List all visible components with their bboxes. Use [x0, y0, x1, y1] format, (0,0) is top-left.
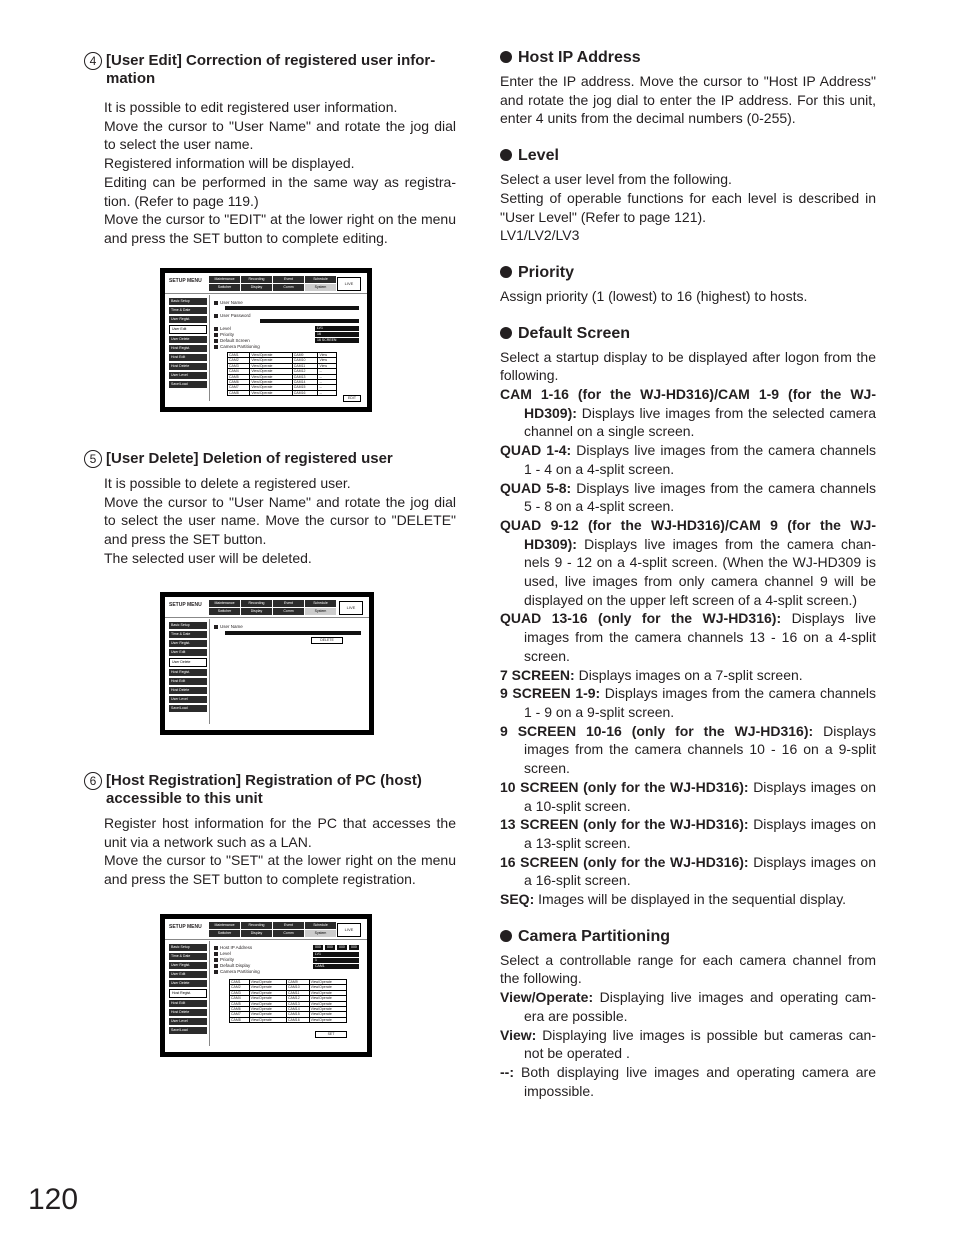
definition-term: SEQ:	[500, 891, 535, 908]
ip-octet-4[interactable]: 000	[349, 945, 359, 950]
camera-partition-table	[229, 979, 347, 1023]
tab-system[interactable]: System	[305, 930, 336, 937]
paragraph: Registered information will be displayed.	[104, 155, 355, 172]
section-number-5: 5	[84, 450, 102, 468]
camera-partitioning-heading	[500, 927, 876, 947]
user-name-label: User Name	[214, 624, 243, 629]
definition-item	[500, 666, 876, 685]
menu-item-user-regist[interactable]: User Regist.	[169, 962, 207, 969]
definition-term: QUAD 9-12 (for the WJ-HD316)/CAM 9 (for the WJ-HD309):	[500, 516, 876, 552]
setup-menu-screen	[165, 597, 369, 730]
section-4-heading	[84, 52, 456, 88]
definition-item	[500, 1063, 876, 1100]
camera-cell: CAM16	[292, 390, 318, 395]
definition-term: 9 SCREEN 1-9:	[500, 685, 601, 702]
host-regist-screenshot	[160, 914, 372, 1057]
setup-menu-screen	[165, 919, 367, 1052]
menu-item-time-date[interactable]: Time & Date	[169, 953, 207, 960]
setup-menu-label: SETUP MENU	[169, 924, 202, 930]
camera-cell: CAM15	[286, 1012, 309, 1017]
definition-item	[500, 815, 876, 852]
setup-menu-screen	[165, 273, 367, 407]
camera-cell: CAM5	[230, 1001, 250, 1006]
partition-cell[interactable]: View/Operate	[249, 1007, 286, 1012]
camera-cell: CAM15	[292, 385, 318, 390]
camera-cell: CAM14	[286, 1007, 309, 1012]
camera-partitioning-label: Camera Partitioning	[214, 344, 260, 349]
menu-item-basic-setup[interactable]: Basic Setup	[169, 622, 207, 629]
partition-cell[interactable]: View/Operate	[309, 1007, 346, 1012]
tab-switcher[interactable]: Switcher	[209, 284, 240, 291]
tab-switcher[interactable]: Switcher	[209, 930, 240, 937]
partition-cell[interactable]: View	[318, 363, 337, 368]
definition-item	[500, 1026, 876, 1063]
menu-item-user-edit[interactable]: User Edit	[169, 649, 207, 656]
definition-term: QUAD 1-4:	[500, 442, 572, 459]
priority-value[interactable]: 1	[313, 958, 359, 963]
level-text: Setting of operable functions for each level is described in "User Level" (Refer to page 121).	[500, 189, 876, 225]
left-column	[84, 52, 456, 248]
camera-partitioning-intro: Select a controllable range for each camera channel from the following.	[500, 951, 876, 987]
section-6-title: [Host Registration] Registration of PC (host) accessible to this unit	[106, 772, 422, 807]
ip-octet-2[interactable]: 000	[325, 945, 335, 950]
tab-recording[interactable]: Recording	[241, 276, 272, 283]
menu-item-host-delete[interactable]: Host Delete	[169, 363, 207, 370]
camera-cell: CAM6	[228, 380, 250, 385]
menu-item-host-delete[interactable]: Host Delete	[169, 687, 207, 694]
tab-system[interactable]: System	[305, 284, 336, 291]
default-display-label: Default Display	[214, 963, 250, 968]
divider	[165, 293, 367, 294]
default-screen-intro: Select a startup display to be displayed after logon from the following.	[500, 348, 876, 384]
menu-tabs	[209, 922, 336, 937]
divider	[209, 941, 210, 1046]
menu-item-user-delete[interactable]: User Delete	[169, 658, 207, 667]
camera-partitioning-label: Camera Partitioning	[214, 969, 260, 974]
delete-button[interactable]: DELETE	[311, 637, 343, 644]
section-6-heading	[84, 772, 456, 808]
tab-schedule[interactable]: Schedule	[305, 922, 336, 929]
camera-cell: CAM12	[286, 996, 309, 1001]
live-button[interactable]: LIVE	[339, 601, 363, 615]
tab-display[interactable]: Display	[241, 284, 272, 291]
tab-comm[interactable]: Comm	[273, 930, 304, 937]
menu-item-user-regist[interactable]: User Regist.	[169, 316, 207, 323]
partition-cell[interactable]: View/Operate	[249, 990, 286, 995]
definition-desc: Displays images on a 7-split screen.	[574, 666, 803, 683]
bullet-icon	[500, 327, 512, 339]
definition-term: View:	[500, 1026, 537, 1043]
tab-event[interactable]: Event	[273, 922, 304, 929]
tab-schedule[interactable]: Schedule	[305, 600, 336, 607]
side-menu	[169, 944, 207, 1036]
camera-cell: CAM8	[230, 1017, 250, 1022]
camera-cell: CAM13	[286, 1001, 309, 1006]
camera-cell: CAM11	[292, 363, 318, 368]
partition-cell[interactable]: View/Operate	[250, 385, 292, 390]
camera-cell: CAM6	[230, 1007, 250, 1012]
default-screen-title: Default Screen	[518, 324, 631, 342]
menu-item-basic-setup[interactable]: Basic Setup	[169, 298, 207, 305]
page-number: 120	[28, 1183, 79, 1216]
menu-item-user-edit[interactable]: User Edit	[169, 971, 207, 978]
default-screen-label: Default Screen	[214, 338, 250, 343]
definition-item	[500, 516, 876, 610]
menu-tabs	[209, 600, 336, 615]
level-text: LV1/LV2/LV3	[500, 227, 580, 244]
menu-item-time-date[interactable]: Time & Date	[169, 307, 207, 314]
camera-cell: CAM1	[230, 980, 250, 985]
bullet-icon	[500, 930, 512, 942]
section-5-body	[104, 474, 456, 568]
divider	[165, 939, 367, 940]
partition-cell[interactable]: View/Operate	[249, 980, 286, 985]
menu-item-host-delete[interactable]: Host Delete	[169, 1009, 207, 1016]
camera-cell: CAM8	[228, 390, 250, 395]
definition-item	[500, 441, 876, 478]
tab-event[interactable]: Event	[273, 276, 304, 283]
camera-cell: CAM12	[292, 369, 318, 374]
section-5-title: [User Delete] Deletion of registered user	[106, 450, 393, 467]
user-name-label: User Name	[214, 300, 243, 305]
camera-cell: CAM16	[286, 1017, 309, 1022]
camera-cell: CAM10	[286, 985, 309, 990]
camera-partitioning-list	[500, 988, 876, 1100]
default-screen-heading	[500, 324, 876, 344]
user-password-label: User Password	[214, 313, 251, 318]
camera-cell: CAM13	[292, 374, 318, 379]
user-password-field[interactable]	[260, 319, 359, 323]
definition-term: QUAD 13-16 (only for the WJ-HD316):	[500, 610, 782, 627]
section-number-6: 6	[84, 772, 102, 790]
tab-comm[interactable]: Comm	[273, 608, 304, 615]
partition-cell[interactable]: --	[318, 385, 337, 390]
setup-menu-label: SETUP MENU	[169, 278, 202, 284]
menu-item-save-load[interactable]: Save/Load	[169, 705, 207, 712]
default-screen-list	[500, 385, 876, 909]
menu-item-save-load[interactable]: Save/Load	[169, 1027, 207, 1034]
partition-cell[interactable]: View/Operate	[250, 374, 292, 379]
camera-cell: CAM9	[286, 980, 309, 985]
partition-cell[interactable]: View/Operate	[250, 369, 292, 374]
priority-label: Priority	[214, 957, 234, 962]
partition-cell[interactable]: View	[318, 353, 337, 358]
priority-text: Assign priority (1 (lowest) to 16 (highest) to hosts.	[500, 287, 808, 304]
definition-desc: Displays images on a 10-split screen.	[524, 778, 876, 814]
live-button[interactable]: LIVE	[337, 277, 361, 291]
partition-cell[interactable]: View/Operate	[309, 980, 346, 985]
camera-partition-table	[227, 352, 337, 396]
right-column	[500, 48, 876, 1100]
paragraph: Move the cursor to "User Name" and rotate the jog dial to select the user name. Move the cursor to "DELETE" and press the SET button.	[104, 493, 456, 548]
side-menu	[169, 622, 207, 714]
partition-cell[interactable]: --	[318, 390, 337, 395]
section-4-title: [User Edit] Correction of registered user infor- mation	[106, 52, 436, 87]
definition-term: 16 SCREEN (only for the WJ-HD316):	[500, 853, 749, 870]
left-column-sec6	[84, 772, 456, 889]
level-heading	[500, 146, 876, 166]
menu-item-host-regist[interactable]: Host Regist.	[169, 989, 207, 998]
edit-button[interactable]: EDIT	[343, 395, 361, 402]
paragraph: Move the cursor to "EDIT" at the lower right on the menu and press the SET button to complete editing.	[104, 211, 456, 246]
priority-label: Priority	[214, 332, 234, 337]
camera-cell: CAM2	[230, 985, 250, 990]
menu-item-time-date[interactable]: Time & Date	[169, 631, 207, 638]
definition-term: QUAD 5-8:	[500, 479, 572, 496]
paragraph: Move the cursor to "User Name" and rotate the jog dial to select the user name.	[104, 117, 456, 153]
camera-cell: CAM11	[286, 990, 309, 995]
host-ip-heading	[500, 48, 876, 68]
definition-term: 10 SCREEN (only for the WJ-HD316):	[500, 778, 749, 795]
divider	[209, 619, 210, 724]
level-value[interactable]: LV1	[315, 326, 359, 331]
camera-cell: CAM2	[228, 358, 250, 363]
menu-item-host-edit[interactable]: Host Edit	[169, 678, 207, 685]
paragraph: It is possible to delete a registered user.	[104, 475, 351, 491]
left-column-sec5	[84, 450, 456, 568]
partition-cell[interactable]: View/Operate	[249, 1001, 286, 1006]
partition-cell[interactable]: View/Operate	[250, 363, 292, 368]
definition-term: CAM 1-16 (for the WJ-HD316)/CAM 1-9 (for the WJ-HD309):	[500, 386, 876, 421]
priority-title: Priority	[518, 263, 575, 281]
definition-item	[500, 890, 876, 909]
definition-item	[500, 778, 876, 815]
partition-cell[interactable]: View/Operate	[249, 1012, 286, 1017]
partition-cell[interactable]: --	[318, 369, 337, 374]
definition-term: View/Operate:	[500, 989, 594, 1006]
host-ip-title: Host IP Address	[518, 49, 641, 66]
camera-cell: CAM1	[228, 353, 250, 358]
table-row	[230, 1017, 347, 1022]
definition-desc: Images will be displayed in the sequential display.	[534, 891, 847, 908]
bullet-icon	[500, 266, 512, 278]
menu-item-host-edit[interactable]: Host Edit	[169, 1000, 207, 1007]
paragraph: It is possible to edit registered user information.	[104, 99, 398, 115]
user-name-field[interactable]	[225, 306, 359, 310]
paragraph: The selected user will be deleted.	[104, 549, 312, 566]
menu-item-user-edit[interactable]: User Edit	[169, 325, 207, 334]
section-4-body	[104, 98, 456, 248]
partition-cell[interactable]: View/Operate	[249, 1017, 286, 1022]
partition-cell[interactable]: View/Operate	[250, 380, 292, 385]
definition-term: 7 SCREEN:	[500, 666, 575, 683]
tab-maintenance[interactable]: Maintenance	[209, 922, 240, 929]
definition-term: 13 SCREEN (only for the WJ-HD316):	[500, 816, 749, 833]
menu-item-save-load[interactable]: Save/Load	[169, 381, 207, 388]
level-text: Select a user level from the following.	[500, 171, 732, 188]
menu-item-user-level[interactable]: User Level	[169, 696, 207, 703]
set-button[interactable]: SET	[315, 1031, 347, 1038]
camera-cell: CAM14	[292, 380, 318, 385]
level-label: Level	[214, 951, 231, 956]
user-delete-screenshot	[160, 592, 374, 735]
definition-item	[500, 479, 876, 516]
camera-cell: CAM7	[230, 1012, 250, 1017]
definition-desc: Displays live images from the selected camera channel on a single screen.	[524, 404, 876, 440]
priority-heading	[500, 263, 876, 283]
definition-desc: Displays live images from the camera channels 13 - 16 on a 4-split screen.	[524, 610, 876, 664]
camera-cell: CAM9	[292, 353, 318, 358]
tab-switcher[interactable]: Switcher	[209, 608, 240, 615]
partition-cell[interactable]: View	[318, 358, 337, 363]
definition-term: --:	[500, 1063, 514, 1080]
side-menu	[169, 298, 207, 390]
tab-display[interactable]: Display	[241, 608, 272, 615]
definition-desc: Displays images on a 16-split screen.	[524, 853, 876, 889]
camera-cell: CAM4	[228, 369, 250, 374]
definition-item	[500, 988, 876, 1025]
user-name-field[interactable]	[225, 631, 361, 635]
camera-cell: CAM3	[228, 363, 250, 368]
default-screen-value[interactable]: 16 SCREEN	[315, 338, 359, 343]
setup-menu-label: SETUP MENU	[169, 602, 202, 608]
section-number-4: 4	[84, 52, 102, 70]
definition-item	[500, 385, 876, 441]
paragraph: Move the cursor to "SET" at the lower right on the menu and press the SET button to complete registration.	[104, 852, 456, 888]
camera-cell: CAM7	[228, 385, 250, 390]
menu-item-user-delete[interactable]: User Delete	[169, 980, 207, 987]
host-ip-label: Host IP Address	[214, 945, 252, 950]
menu-item-user-delete[interactable]: User Delete	[169, 336, 207, 343]
camera-cell: CAM4	[230, 996, 250, 1001]
bullet-icon	[500, 149, 512, 161]
host-ip-text: Enter the IP address. Move the cursor to "Host IP Address" and rotate the jog dial to enter the IP address. For this unit, enter 4 units from the decimal numbers (0-255).	[500, 73, 876, 127]
camera-cell: CAM5	[228, 374, 250, 379]
partition-cell[interactable]: View/Operate	[249, 996, 286, 1001]
menu-item-host-edit[interactable]: Host Edit	[169, 354, 207, 361]
tab-recording[interactable]: Recording	[241, 600, 272, 607]
definition-term: 9 SCREEN 10-16 (only for the WJ-HD316):	[500, 722, 814, 739]
definition-desc: Both displaying live images and operating camera are impossible.	[514, 1063, 876, 1099]
camera-cell: CAM3	[230, 990, 250, 995]
definition-item	[500, 609, 876, 665]
definition-desc: Displaying live images is possible but cameras can- not be operated .	[524, 1026, 876, 1062]
partition-cell[interactable]: View/Operate	[250, 390, 292, 395]
tab-system[interactable]: System	[305, 608, 336, 615]
section-6-body	[104, 814, 456, 889]
bullet-icon	[500, 51, 512, 63]
priority-value[interactable]: 16	[315, 332, 359, 337]
divider	[209, 295, 210, 401]
menu-item-user-level[interactable]: User Level	[169, 1018, 207, 1025]
partition-cell[interactable]: View/Operate	[309, 1001, 346, 1006]
section-5-heading	[84, 450, 456, 468]
user-edit-screenshot	[160, 268, 372, 412]
level-label: Level	[214, 326, 231, 331]
partition-cell[interactable]: View/Operate	[250, 353, 292, 358]
tab-maintenance[interactable]: Maintenance	[209, 600, 240, 607]
partition-cell[interactable]: View/Operate	[309, 996, 346, 1001]
tab-schedule[interactable]: Schedule	[305, 276, 336, 283]
camera-cell: CAM10	[292, 358, 318, 363]
definition-desc: Displays images from the camera channels 1 - 9 on a 9-split screen.	[524, 685, 876, 720]
menu-item-user-level[interactable]: User Level	[169, 372, 207, 379]
definition-item	[500, 853, 876, 890]
menu-item-user-regist[interactable]: User Regist.	[169, 640, 207, 647]
partition-cell[interactable]: View/Operate	[249, 985, 286, 990]
tab-event[interactable]: Event	[273, 600, 304, 607]
tab-comm[interactable]: Comm	[273, 284, 304, 291]
definition-desc: Displays images on a 13-split screen.	[524, 816, 876, 851]
paragraph: Editing can be performed in the same way as registra- tion. (Refer to page 119.)	[104, 173, 456, 209]
definition-desc: Displays live images from the camera channels 5 - 8 on a 4-split screen.	[524, 479, 876, 515]
tab-recording[interactable]: Recording	[241, 922, 272, 929]
definition-desc: Displays live images from the camera chan- nels 9 - 12 on a 4-split screen. (When the WJ-HD309 is used, live images from only camera channel 9 will be displayed on the upper left screen of a 4-split screen.)	[524, 535, 876, 608]
definition-desc: Displays live images from the camera channels 1 - 4 on a 4-split screen.	[524, 442, 876, 477]
menu-item-host-regist[interactable]: Host Regist.	[169, 345, 207, 352]
definition-desc: Displays images from the camera channels 10 - 16 on a 9-split screen.	[524, 722, 877, 777]
partition-cell[interactable]: View/Operate	[309, 1017, 346, 1022]
paragraph: Register host information for the PC that accesses the unit via a network such as a LAN.	[104, 815, 456, 850]
partition-cell[interactable]: View/Operate	[309, 985, 346, 990]
definition-desc: Displaying live images and operating cam- era are possible.	[524, 989, 876, 1024]
partition-cell[interactable]: View/Operate	[309, 990, 346, 995]
menu-tabs	[209, 276, 336, 291]
ip-octet-1[interactable]: 000	[313, 945, 323, 950]
partition-cell[interactable]: View/Operate	[250, 358, 292, 363]
definition-item	[500, 684, 876, 721]
menu-item-basic-setup[interactable]: Basic Setup	[169, 944, 207, 951]
default-display-value[interactable]: CAM1	[313, 964, 359, 969]
menu-item-host-regist[interactable]: Host Regist.	[169, 669, 207, 676]
ip-octet-3[interactable]: 000	[337, 945, 347, 950]
partition-cell[interactable]: View/Operate	[309, 1012, 346, 1017]
tab-maintenance[interactable]: Maintenance	[209, 276, 240, 283]
definition-item	[500, 722, 876, 778]
table-row	[228, 390, 337, 395]
partition-cell[interactable]: --	[318, 380, 337, 385]
tab-display[interactable]: Display	[241, 930, 272, 937]
level-title: Level	[518, 147, 559, 165]
live-button[interactable]: LIVE	[337, 923, 361, 937]
camera-partitioning-title: Camera Partitioning	[518, 927, 671, 945]
divider	[165, 617, 369, 618]
partition-cell[interactable]: --	[318, 374, 337, 379]
level-value[interactable]: LV1	[313, 952, 359, 957]
